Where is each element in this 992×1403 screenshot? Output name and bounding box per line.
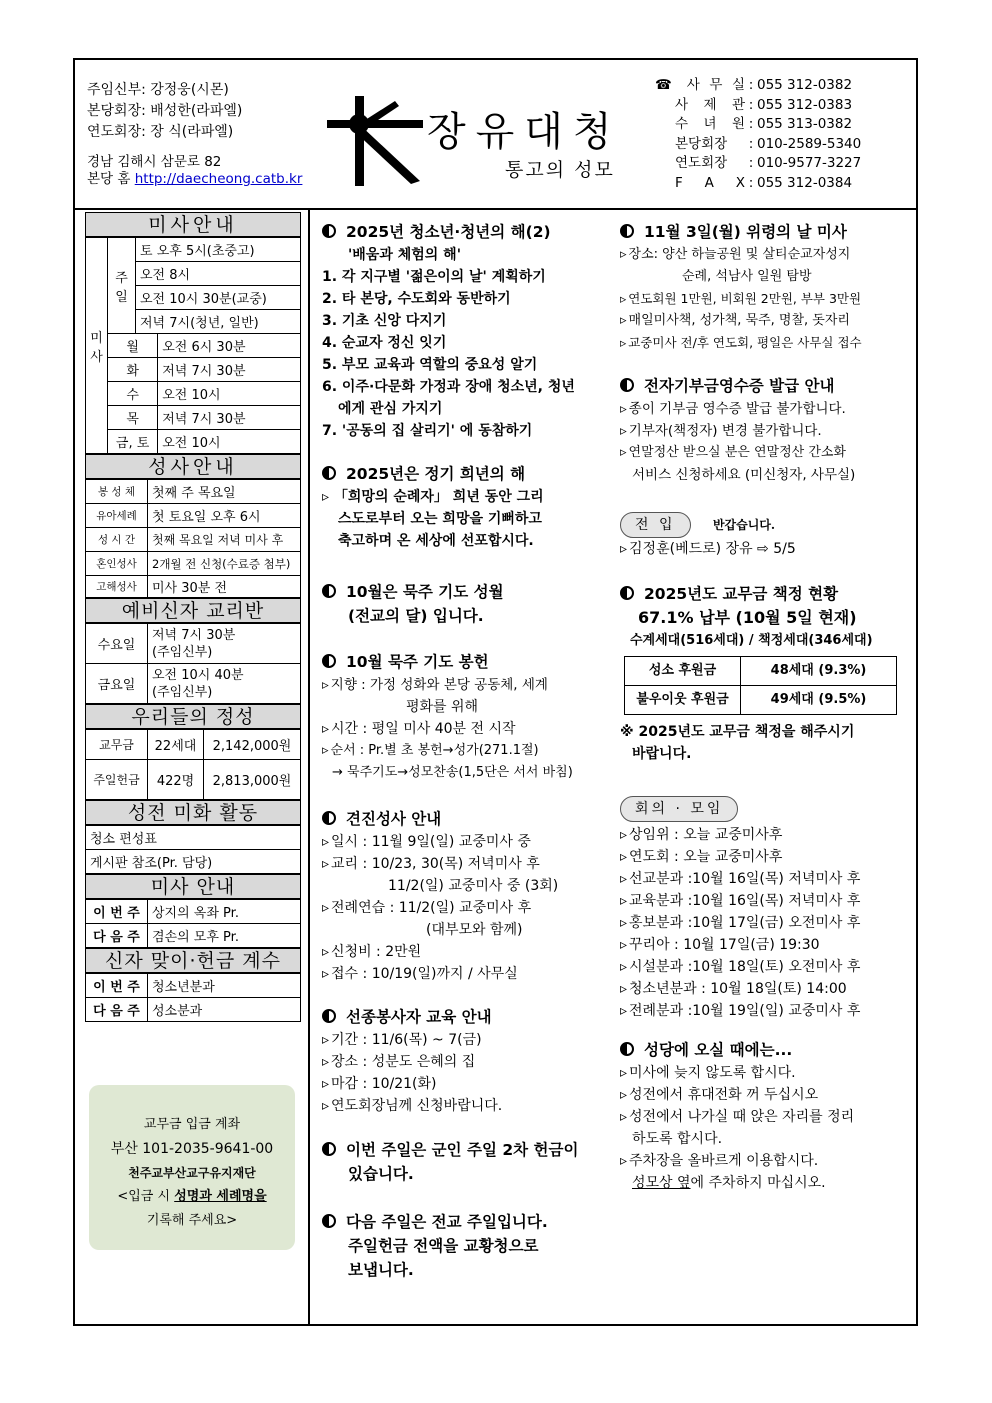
sacrament-heading: 성사안내 — [85, 454, 301, 479]
half-circle-icon — [620, 378, 634, 392]
mass-schedule-table — [85, 237, 301, 454]
meeting-line: ▹ 선교분과 :10월 16일(목) 저녁미사 후 — [620, 868, 912, 890]
account-number: 부산 101-2035-9641-00 — [110, 1141, 274, 1157]
offering-count: 22세대 — [148, 730, 204, 760]
greet-who: 성소분과 — [148, 998, 301, 1022]
youth-year-article — [322, 220, 622, 442]
offering-name: 주일헌금 — [86, 760, 148, 800]
half-circle-icon — [620, 224, 634, 238]
sacrament-table — [85, 479, 301, 598]
greet-heading: 신자 맞이·헌금 계수 — [85, 948, 301, 973]
article-line: 순례, 석남사 일원 탐방 — [682, 269, 812, 284]
article-line: ▹ 기부자(책정자) 변경 불가합니다. — [620, 420, 912, 442]
support-name: 불우이웃 후원금 — [625, 686, 741, 715]
move-in-heading — [620, 512, 912, 538]
half-circle-icon — [620, 1042, 634, 1056]
homepage-row — [87, 171, 302, 188]
sunday-time: 오전 8시 — [136, 262, 301, 286]
article-line: ▹ 장소: 양산 하늘공원 및 살티순교자성지 — [620, 244, 912, 266]
clergy-info — [87, 80, 242, 143]
sacrament-name: 유아세례 — [86, 504, 148, 528]
article-title: 이번 주일은 군인 주일 2차 헌금이 — [322, 1138, 622, 1162]
contact-row: F A X : 055 312-0384 — [675, 174, 853, 191]
article-title: 보냅니다. — [348, 1261, 414, 1279]
article-line: ▹ 연도회원 1만원, 비회원 2만원, 부부 3만원 — [620, 288, 912, 310]
address-block — [87, 154, 302, 188]
sacrament-value: 첫째 목요일 저녁 미사 후 — [148, 528, 301, 552]
support-value: 48세대 (9.3%) — [741, 657, 897, 686]
bulletin-page — [73, 58, 918, 1326]
union-head-name: 연도회장: 장 식(라파엘) — [87, 124, 234, 140]
contact-row: 본당회장 : 010-2589-5340 — [675, 135, 862, 152]
rosary-offering-article — [322, 650, 622, 784]
meeting-line: ▹ 상임위 : 오늘 교중미사후 — [620, 824, 912, 846]
parish-subtitle: 통고의 성모 — [505, 159, 615, 181]
contact-row: 수 녀 원 : 055 313-0382 — [675, 116, 853, 132]
article-title: 주일헌금 전액을 교황청으로 — [348, 1237, 539, 1255]
meeting-line: ▹ 청소년분과 : 10월 18일(토) 14:00 — [620, 978, 912, 1000]
meetings-heading — [620, 796, 912, 822]
half-circle-icon — [322, 584, 336, 598]
article-title: 있습니다. — [348, 1165, 414, 1183]
meetings-article — [620, 796, 912, 1022]
article-title: 10월 묵주 기도 봉헌 — [322, 650, 622, 674]
article-line: ▹ 접수 : 10/19(일)까지 / 사무실 — [322, 963, 622, 985]
article-line: ▹ 마감 : 10/21(화) — [322, 1073, 622, 1095]
half-circle-icon — [322, 1214, 336, 1228]
beauty-line: 청소 편성표 — [86, 826, 301, 850]
mass-schedule-heading: 미사안내 — [85, 212, 301, 237]
account-box — [89, 1085, 295, 1250]
article-title: 다음 주일은 전교 주일입니다. — [322, 1210, 622, 1234]
list-item: 에게 관심 가지기 — [338, 401, 443, 417]
article-title: 전자기부금영수증 발급 안내 — [620, 374, 912, 398]
massinfo-who: 겸손의 모후 Pr. — [148, 924, 301, 948]
account-title: 교무금 입금 계좌 — [143, 1117, 241, 1132]
mission-sunday-article — [322, 1210, 622, 1282]
article-line: ▹ 일시 : 11월 9일(일) 교중미사 중 — [322, 831, 622, 853]
sacrament-value: 미사 30분 전 — [148, 576, 301, 598]
weekday-time: 저녁 7시 30분 — [158, 358, 301, 382]
article-line: ▹ 연말정산 받으실 분은 연말정산 간소화 — [620, 442, 912, 464]
beauty-line: 게시판 참조(Pr. 담당) — [86, 850, 301, 874]
meeting-line: ▹ 꾸리아 : 10월 17일(금) 19:30 — [620, 934, 912, 956]
article-line: ▹ 미사에 늦지 않도록 합시다. — [620, 1062, 912, 1084]
contact-row: ☎ 사 무 실 : 055 312-0382 — [655, 77, 853, 93]
article-line: ▹ 신청비 : 2만원 — [322, 941, 622, 963]
sacrament-name: 혼인성사 — [86, 552, 148, 576]
pastor-name: 주임신부: 강정웅(시몬) — [87, 82, 229, 98]
greet-when: 다 음 주 — [86, 998, 148, 1022]
article-line: 성모상 옆에 주차하지 마십시오. — [632, 1175, 826, 1191]
beauty-heading: 성전 미화 활동 — [85, 800, 301, 825]
account-note: 기록해 주세요> — [146, 1213, 238, 1228]
article-title: 11월 3일(월) 위령의 날 미사 — [620, 220, 912, 244]
meeting-line: ▹ 전례분과 :10월 19일(일) 교중미사 후 — [620, 1000, 912, 1022]
article-line: 서비스 신청하세요 (미신청자, 사무실) — [632, 467, 856, 483]
article-line: 평화를 위해 — [406, 699, 479, 715]
sacrament-name: 봉 성 체 — [86, 480, 148, 504]
tithe-status-article — [620, 582, 912, 765]
class-time: 오전 10시 40분 (주임신부) — [148, 664, 301, 704]
article-line: 11/2(일) 교중미사 중 (3회) — [388, 878, 559, 894]
weekday-time: 오전 10시 — [158, 382, 301, 406]
article-line: (대부모와 함께) — [426, 922, 523, 938]
left-column — [75, 210, 310, 1324]
article-line: ▹ 장소 : 성분도 은혜의 집 — [322, 1051, 622, 1073]
article-title: 67.1% 납부 (10월 5일 현재) — [638, 608, 857, 627]
sunday-time: 저녁 7시(청년, 일반) — [136, 310, 301, 334]
weekday-time: 저녁 7시 30분 — [158, 406, 301, 430]
support-name: 성소 후원금 — [625, 657, 741, 686]
article-line: → 묵주기도→성모찬송(1,5단은 서서 바침) — [332, 765, 573, 780]
half-circle-icon — [620, 586, 634, 600]
account-note: <입금 시 성명과 세례명을 — [117, 1189, 267, 1204]
list-item: 7. '공동의 집 살리기' 에 동참하기 — [322, 423, 533, 439]
sacrament-value: 첫 토요일 오후 6시 — [148, 504, 301, 528]
article-line: ▹ 순서 : Pr.별 초 봉헌→성가(271.1절) — [322, 740, 622, 762]
volunteer-education-article — [322, 1005, 622, 1117]
weekday-label: 화 — [108, 358, 158, 382]
address: 경남 김해시 삼문로 82 — [87, 154, 222, 170]
offering-amount: 2,813,000원 — [204, 760, 301, 800]
article-title: 10월은 묵주 기도 성월 — [322, 580, 614, 604]
article-line: ▹ 「희망의 순례자」 희년 동안 그리 — [322, 489, 544, 505]
support-value: 49세대 (9.5%) — [741, 686, 897, 715]
article-line: ▹ 교리 : 10/23, 30(목) 저녁미사 후 — [322, 853, 622, 875]
mass-side-label: 미 사 — [86, 238, 108, 454]
meeting-line: ▹ 홍보분과 :10월 17일(금) 오전미사 후 — [620, 912, 912, 934]
massinfo-who: 상지의 옥좌 Pr. — [148, 900, 301, 924]
account-holder: 천주교부산교구유지재단 — [128, 1166, 256, 1180]
half-circle-icon — [322, 1142, 336, 1156]
bulletin-body — [75, 210, 916, 1324]
offering-name: 교무금 — [86, 730, 148, 760]
half-circle-icon — [322, 811, 336, 825]
list-item: 6. 이주·다문화 가정과 장애 청소년, 청년 — [322, 379, 575, 395]
article-line: ▹ 시간 : 평일 미사 40분 전 시작 — [322, 718, 622, 740]
sunday-label: 주 일 — [108, 238, 136, 334]
massinfo-table — [85, 899, 301, 948]
welcome-text: 반갑습니다. — [712, 518, 776, 532]
bulletin-header — [75, 60, 916, 210]
article-line: ▹ 종이 기부금 영수증 발급 불가합니다. — [620, 398, 912, 420]
list-item: 3. 기초 신앙 다지기 — [322, 313, 447, 329]
weekday-label: 수 — [108, 382, 158, 406]
sacrament-value: 2개월 전 신청(수료증 첨부) — [148, 552, 301, 576]
article-line: ※ 2025년도 교무금 책정을 해주시기 — [620, 724, 855, 740]
class-day: 금요일 — [86, 664, 148, 704]
half-circle-icon — [322, 1009, 336, 1023]
article-line: ▹ 성전에서 휴대전화 꺼 두십시오 — [620, 1084, 912, 1106]
confirmation-article — [322, 807, 622, 985]
offering-heading: 우리들의 정성 — [85, 704, 301, 729]
article-title: 견진성사 안내 — [322, 807, 622, 831]
half-circle-icon — [322, 466, 336, 480]
contact-row: 사 제 관 : 055 312-0383 — [675, 96, 853, 113]
article-title: 선종봉사자 교육 안내 — [322, 1005, 622, 1029]
article-line: ▹ 기간 : 11/6(목) ~ 7(금) — [322, 1029, 622, 1051]
catechumen-table — [85, 623, 301, 704]
list-item: 1. 각 지구별 '젊은이의 날' 계획하기 — [322, 269, 546, 285]
greet-when: 이 번 주 — [86, 974, 148, 998]
list-item: 5. 부모 교육과 역할의 중요성 알기 — [322, 357, 538, 373]
meeting-line: ▹ 교육분과 :10월 16일(목) 저녁미사 후 — [620, 890, 912, 912]
article-title: 2025년 청소년·청년의 해(2) — [322, 220, 622, 244]
meeting-line: ▹ 연도회 : 오늘 교중미사후 — [620, 846, 912, 868]
half-circle-icon — [322, 224, 336, 238]
article-line: ▹ 주차장을 올바르게 이용합시다. — [620, 1150, 912, 1172]
article-line: ▹ 성전에서 나가실 때 앉은 자리를 정리 — [620, 1106, 912, 1128]
rosary-month-article — [322, 580, 614, 628]
article-line: 축고하며 온 세상에 선포합시다. — [338, 533, 534, 549]
article-line: ▹ 연도회장님께 신청바랍니다. — [322, 1095, 622, 1117]
weekday-label: 목 — [108, 406, 158, 430]
article-line: 스도로부터 오는 희망을 기뻐하고 — [338, 511, 542, 527]
move-in-pill: 전 입 — [620, 512, 691, 538]
article-title: (전교의 달) 입니다. — [348, 607, 484, 625]
parish-title: 장유대청 — [427, 109, 622, 155]
contact-list — [655, 76, 861, 193]
president-name: 본당회장: 배성한(라파엘) — [87, 103, 243, 119]
sacrament-name: 성 시 간 — [86, 528, 148, 552]
weekday-time: 오전 6시 30분 — [158, 334, 301, 358]
article-line: ▹ 전례연습 : 11/2(일) 교중미사 후 — [322, 897, 622, 919]
class-time: 저녁 7시 30분 (주임신부) — [148, 624, 301, 664]
greet-table — [85, 973, 301, 1022]
sacrament-value: 첫째 주 목요일 — [148, 480, 301, 504]
all-souls-article — [620, 220, 912, 354]
article-line: ▹ 지향 : 가정 성화와 본당 공동체, 세계 — [322, 674, 622, 696]
list-item: 4. 순교자 정신 잇기 — [322, 335, 447, 351]
article-line: 바랍니다. — [632, 746, 692, 762]
article-title: 2025년도 교무금 책정 현황 — [620, 582, 912, 606]
article-subtitle: '배움과 체험의 해' — [348, 247, 461, 263]
massinfo-heading: 미사 안내 — [85, 874, 301, 899]
class-day: 수요일 — [86, 624, 148, 664]
support-table — [624, 656, 897, 715]
offering-count: 422명 — [148, 760, 204, 800]
article-line: ▹ 매일미사책, 성가책, 묵주, 명찰, 돗자리 — [620, 310, 912, 332]
meetings-pill: 회의 · 모임 — [620, 796, 738, 822]
jubilee-article — [322, 462, 614, 552]
list-item: 2. 타 본당, 수도회와 동반하기 — [322, 291, 511, 307]
weekday-label: 월 — [108, 334, 158, 358]
half-circle-icon — [322, 654, 336, 668]
article-line: 수계세대(516세대) / 책정세대(346세대) — [630, 633, 873, 648]
move-in-article — [620, 512, 912, 560]
homepage-label: 본당 홈 — [87, 171, 131, 187]
offering-table — [85, 729, 301, 800]
article-line: ▹ 교중미사 전/후 연도회, 평일은 사무실 접수 — [620, 332, 912, 354]
beauty-table — [85, 825, 301, 874]
weekday-label: 금, 토 — [108, 430, 158, 454]
article-title: 성당에 오실 때에는... — [620, 1038, 912, 1062]
military-sunday-article — [322, 1138, 622, 1186]
article-title: 2025년은 정기 희년의 해 — [322, 462, 614, 486]
weekday-time: 오전 10시 — [158, 430, 301, 454]
article-line: 하도록 합시다. — [632, 1131, 723, 1147]
meeting-line: ▹ 시설분과 :10월 18일(토) 오전미사 후 — [620, 956, 912, 978]
greet-who: 청소년분과 — [148, 974, 301, 998]
article-line: ▹ 김정훈(베드로) 장유 ⇨ 5/5 — [620, 538, 912, 560]
church-etiquette-article — [620, 1038, 912, 1194]
sacrament-name: 고해성사 — [86, 576, 148, 598]
contact-row: 연도회장 : 010-9577-3227 — [675, 155, 862, 171]
catechumen-heading: 예비신자 교리반 — [85, 598, 301, 623]
massinfo-when: 다 음 주 — [86, 924, 148, 948]
homepage-link[interactable]: http://daecheong.catb.kr — [134, 171, 303, 187]
donation-receipt-article — [620, 374, 912, 486]
offering-amount: 2,142,000원 — [204, 730, 301, 760]
sunday-time: 토 오후 5시(초중고) — [136, 238, 301, 262]
massinfo-when: 이 번 주 — [86, 900, 148, 924]
cross-logo-icon — [325, 96, 425, 186]
sunday-time: 오전 10시 30분(교중) — [136, 286, 301, 310]
